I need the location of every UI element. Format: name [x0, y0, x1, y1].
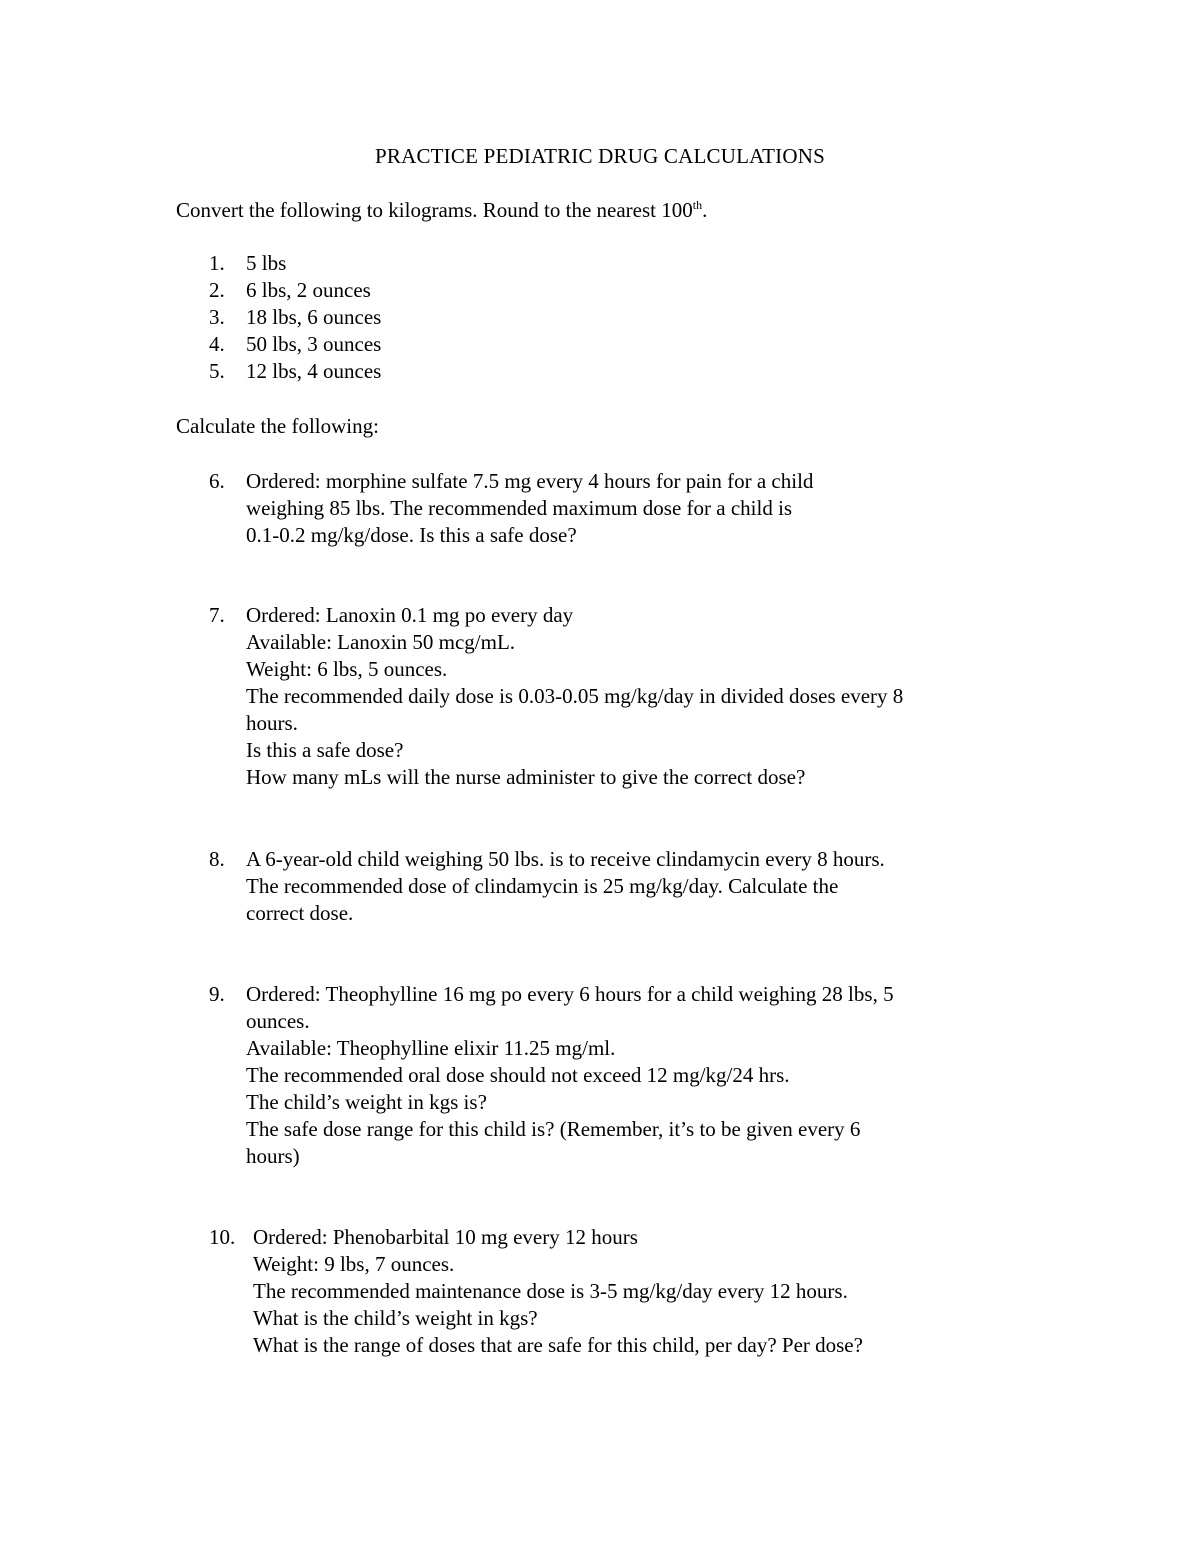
list-item-text: 18 lbs, 6 ounces — [246, 305, 382, 329]
question-line: The recommended oral dose should not exceed 12 mg/kg/24 hrs. — [246, 1063, 790, 1087]
page-title: PRACTICE PEDIATRIC DRUG CALCULATIONS — [375, 144, 825, 168]
list-item — [0, 304, 800, 331]
question-line: 0.1-0.2 mg/kg/dose. Is this a safe dose? — [246, 523, 577, 547]
question-line: What is the range of doses that are safe for this child, per day? Per dose? — [253, 1333, 863, 1357]
question-line: Is this a safe dose? — [246, 738, 404, 762]
list-item-number: 2. — [209, 278, 225, 302]
conversion-instruction-period: . — [702, 198, 708, 222]
question-line: What is the child’s weight in kgs? — [253, 1306, 538, 1330]
conversion-instruction-superscript: th — [692, 198, 703, 212]
list-item — [0, 277, 800, 304]
list-item — [0, 358, 800, 385]
question-number: 10. — [209, 1225, 236, 1249]
conversion-instruction-text: Convert the following to kilograms. Round to the nearest 100 — [176, 198, 693, 222]
list-item-number: 5. — [209, 359, 225, 383]
list-item — [0, 250, 800, 277]
question-number: 8. — [209, 847, 225, 871]
question-line: A 6-year-old child weighing 50 lbs. is to receive clindamycin every 8 hours. — [246, 847, 885, 871]
list-item-text: 50 lbs, 3 ounces — [246, 332, 382, 356]
question-line: How many mLs will the nurse administer to give the correct dose? — [246, 765, 806, 789]
question-line: hours) — [246, 1144, 300, 1168]
question-line: The safe dose range for this child is? (Remember, it’s to be given every 6 — [246, 1117, 861, 1141]
question-line: The recommended maintenance dose is 3-5 mg/kg/day every 12 hours. — [253, 1279, 848, 1303]
question-line: Weight: 6 lbs, 5 ounces. — [246, 657, 448, 681]
question-number: 9. — [209, 982, 225, 1006]
list-item-number: 3. — [209, 305, 225, 329]
question-line: Available: Lanoxin 50 mcg/mL. — [246, 630, 516, 654]
question-line: Ordered: Lanoxin 0.1 mg po every day — [246, 603, 574, 627]
question-line: Available: Theophylline elixir 11.25 mg/ml. — [246, 1036, 616, 1060]
conversion-instruction — [176, 197, 707, 224]
list-item-text: 6 lbs, 2 ounces — [246, 278, 371, 302]
list-item-number: 1. — [209, 251, 225, 275]
calculate-heading: Calculate the following: — [176, 414, 379, 438]
question-line: Ordered: Phenobarbital 10 mg every 12 hours — [253, 1225, 638, 1249]
list-item-number: 4. — [209, 332, 225, 356]
question-line: hours. — [246, 711, 298, 735]
question-line: The recommended dose of clindamycin is 25 mg/kg/day. Calculate the — [246, 874, 839, 898]
question-line: The recommended daily dose is 0.03-0.05 mg/kg/day in divided doses every 8 — [246, 684, 904, 708]
list-item — [0, 331, 800, 358]
list-item-text: 12 lbs, 4 ounces — [246, 359, 382, 383]
question-text — [253, 1224, 1043, 1359]
list-item-text: 5 lbs — [246, 251, 287, 275]
question-line: The child’s weight in kgs is? — [246, 1090, 487, 1114]
question-line: weighing 85 lbs. The recommended maximum dose for a child is — [246, 496, 793, 520]
question-text — [246, 602, 1036, 791]
question-line: Ordered: Theophylline 16 mg po every 6 hours for a child weighing 28 lbs, 5 — [246, 982, 894, 1006]
question-line: Ordered: morphine sulfate 7.5 mg every 4 hours for pain for a child — [246, 469, 814, 493]
question-text — [246, 846, 1036, 927]
question-number: 6. — [209, 469, 225, 493]
question-text — [246, 468, 1036, 549]
question-number: 7. — [209, 603, 225, 627]
question-text — [246, 981, 1036, 1170]
question-line: ounces. — [246, 1009, 310, 1033]
question-line: Weight: 9 lbs, 7 ounces. — [253, 1252, 455, 1276]
question-line: correct dose. — [246, 901, 354, 925]
